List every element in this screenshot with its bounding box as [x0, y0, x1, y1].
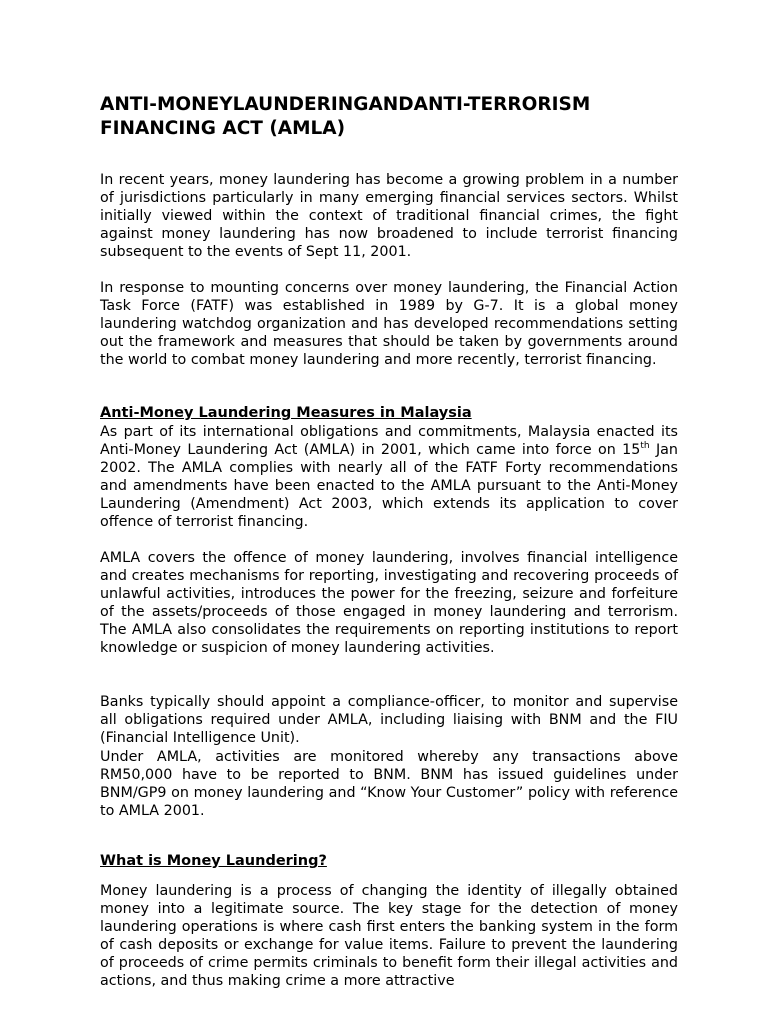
section2-paragraph-1: Money laundering is a process of changing the identity of illegally obtained money into a legitimate source. The key stage for the detection of money laundering operations is where cash first enters the banking system in the form of cash deposits or exchange for value items. Failure to prevent the laundering of proceeds of crime permits criminals to benefit form their illegal activities and actions, and thus making crime a more attractive	[100, 883, 678, 989]
section1-paragraph-1	[100, 423, 678, 531]
section1-paragraph-3: Banks typically should appoint a compliance-officer, to monitor and supervise all obligations required under AMLA, including liaising with BNM and the FIU (Financial Intelligence Unit).	[100, 694, 678, 746]
section-heading-what-is-money-laundering: What is Money Laundering?	[100, 853, 327, 869]
intro-paragraph-1: In recent years, money laundering has become a growing problem in a number of jurisdictions particularly in many emerging financial services sectors. Whilst initially viewed within the context of traditional financial crimes, the fight against money laundering has now broadened to include terrorist financing subsequent to the events of Sept 11, 2001.	[100, 172, 678, 260]
section1-paragraph-1-end: Jan 2002. The AMLA complies with nearly all of the FATF Forty recommendations and amendments have been enacted to the AMLA pursuant to the Anti-Money Laundering (Amendment) Act 2003, which extends its application to cover offence of terrorist financing.	[100, 442, 678, 530]
document-title	[100, 93, 700, 141]
title-line-1: ANTI-MONEYLAUNDERINGANDANTI-TERRORISM	[100, 94, 591, 115]
section1-paragraph-4: Under AMLA, activities are monitored whereby any transactions above RM50,000 have to be reported to BNM. BNM has issued guidelines under BNM/GP9 on money laundering and “Know Your Customer” policy with reference to AMLA 2001.	[100, 749, 678, 819]
section1-paragraph-2: AMLA covers the offence of money laundering, involves financial intelligence and creates mechanisms for reporting, investigating and recovering proceeds of unlawful activities, introduces the power for the freezing, seizure and forfeiture of the assets/proceeds of those engaged in money laundering and terrorism. The AMLA also consolidates the requirements on reporting institutions to report knowledge or suspicion of money laundering activities.	[100, 550, 678, 656]
ordinal-suffix: th	[640, 441, 650, 452]
section1-paragraph-1-start: As part of its international obligations and commitments, Malaysia enacted its Anti-Money Laundering Act (AMLA) in 2001, which came into force on 15	[100, 424, 678, 458]
title-line-2: FINANCING ACT (AMLA)	[100, 118, 346, 139]
section-heading-aml-malaysia: Anti-Money Laundering Measures in Malaysia	[100, 405, 472, 421]
intro-paragraph-2: In response to mounting concerns over money laundering, the Financial Action Task Force (FATF) was established in 1989 by G-7. It is a global money laundering watchdog organization and has developed recommendations setting out the framework and measures that should be taken by governments around the world to combat money laundering and more recently, terrorist financing.	[100, 280, 678, 368]
